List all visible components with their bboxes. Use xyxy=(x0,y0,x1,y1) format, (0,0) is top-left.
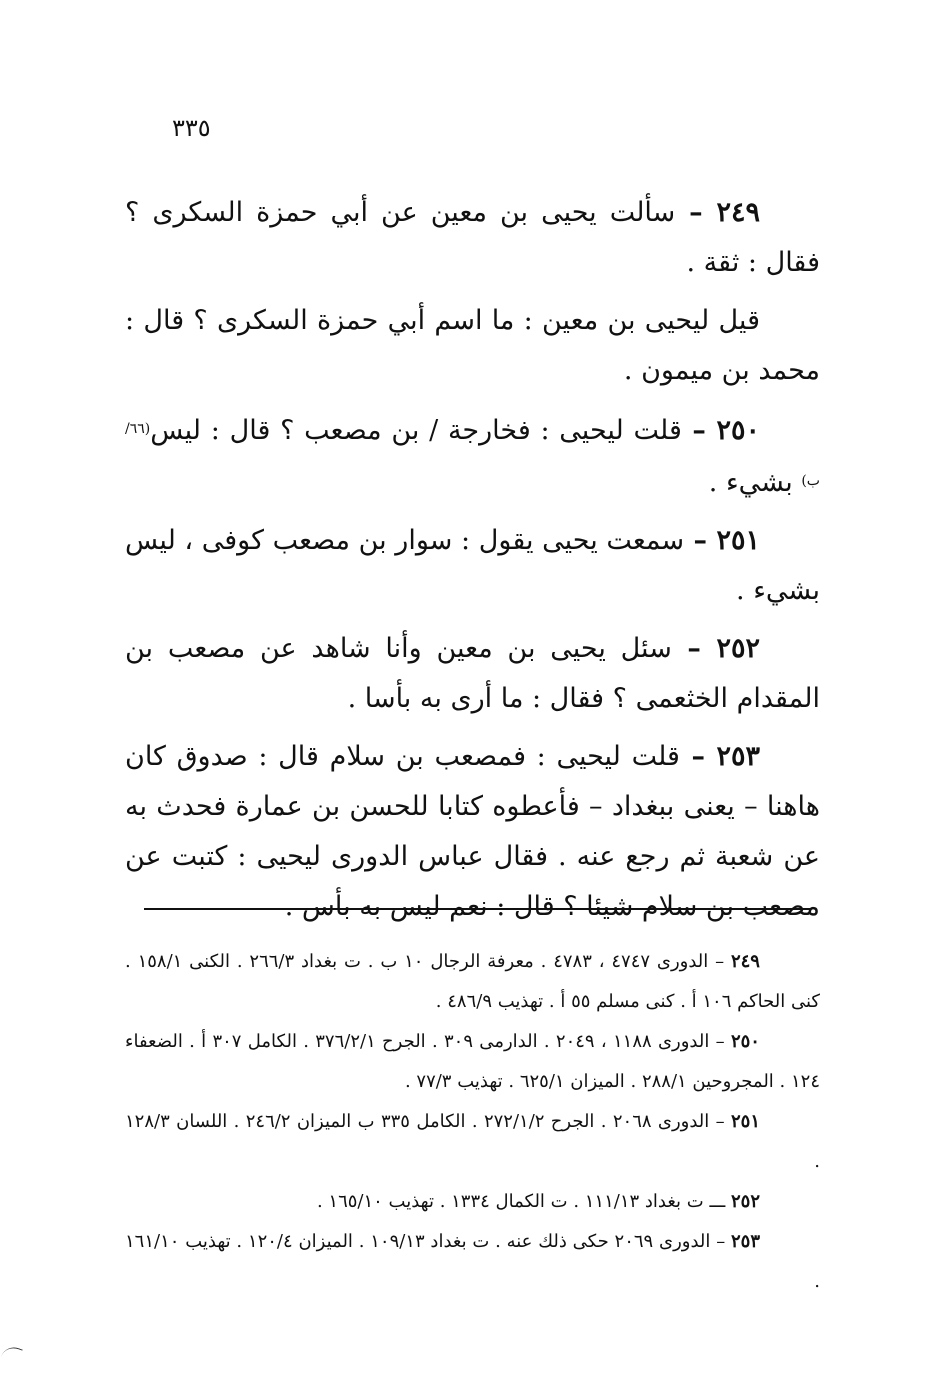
entry-number: ٢٥١ xyxy=(716,525,760,556)
entry-dash: – xyxy=(675,197,717,228)
footnote-dash: – xyxy=(708,951,731,972)
entry-253 xyxy=(125,732,820,932)
footnote-number: ٢٤٩ xyxy=(730,951,760,972)
scan-corner-mark xyxy=(0,1343,23,1367)
entry-text: قيل ليحيى بن معين : ما اسم أبي حمزة السكرى ؟ قال : محمد بن ميمون . xyxy=(125,305,820,386)
entry-249-continuation xyxy=(125,296,820,396)
main-text xyxy=(125,188,820,940)
entry-dash: – xyxy=(684,525,717,556)
entry-number: ٢٥٢ xyxy=(716,633,760,664)
entry-dash: – xyxy=(681,415,717,446)
footnote-252 xyxy=(125,1182,820,1222)
footnote-text: الدورى ٤٧٤٧ ، ٤٧٨٣ . معرفة الرجال ١٠ ب . ت بغداد ٢٦٦/٣ . الكنى ١٥٨/١ . كنى الحاكم ١٠٦ أ . كنى مسلم ٥٥ أ . تهذيب ٤٨٦/٩ . xyxy=(125,951,820,1012)
entry-text: قلت ليحيى : فمصعب بن سلام قال : صدوق كان هاهنا – يعنى ببغداد – فأعطوه كتابا للحسن بن عمارة فحدث به عن شعبة ثم رجع عنه . فقال عباس الدورى ليحيى : كتبت عن مصعب بن سلام شيئا ؟ قال : نعم ليس به بأس . xyxy=(125,741,820,922)
entry-text: سئل يحيى بن معين وأنا شاهد عن مصعب بن المقدام الخثعمى ؟ فقال : ما أرى به بأسا . xyxy=(125,633,820,714)
footnote-251 xyxy=(125,1102,820,1182)
footnote-number: ٢٥٣ xyxy=(730,1231,760,1252)
entry-text: قلت ليحيى : فخارجة / بن مصعب ؟ قال : ليس xyxy=(150,415,682,446)
page-number: ٣٣٥ xyxy=(172,114,211,142)
footnote-divider xyxy=(144,908,810,910)
entry-250 xyxy=(125,404,820,508)
entry-number: ٢٥٣ xyxy=(716,741,760,772)
footnote-dash: – xyxy=(709,1111,731,1132)
entry-252 xyxy=(125,624,820,724)
footnotes xyxy=(125,942,820,1302)
entry-text: سمعت يحيى يقول : سوار بن مصعب كوفى ، ليس بشيء . xyxy=(125,525,820,606)
entry-dash: – xyxy=(671,633,717,664)
entry-249 xyxy=(125,188,820,288)
footnote-dash: – xyxy=(710,1231,731,1252)
footnote-250 xyxy=(125,1022,820,1102)
footnote-text: الدورى ٢٠٦٨ . الجرح ٢٧٢/١/٢ . الكامل ٣٣٥ ب الميزان ٢٤٦/٢ . اللسان ١٢٨/٣ . xyxy=(125,1111,820,1172)
entry-dash: – xyxy=(679,741,717,772)
footnote-number: ٢٥٢ xyxy=(730,1191,760,1212)
footnote-text: الدورى ٢٠٦٩ حكى ذلك عنه . ت بغداد ١٠٩/١٣ . الميزان ١٢٠/٤ . تهذيب ١٦١/١٠ . xyxy=(125,1231,820,1292)
footnote-dash: ـــ xyxy=(703,1191,731,1212)
footnote-text: ت بغداد ١١١/١٣ . ت الكمال ١٣٣٤ . تهذيب ١٦٥/١٠ . xyxy=(316,1191,704,1212)
entry-text-continued: بشيء . xyxy=(708,467,802,498)
entry-text: سألت يحيى بن معين عن أبي حمزة السكرى ؟ فقال : ثقة . xyxy=(125,197,820,278)
footnote-dash: – xyxy=(709,1031,731,1052)
entry-251 xyxy=(125,516,820,616)
footnote-number: ٢٥١ xyxy=(731,1111,761,1132)
entry-number: ٢٥٠ xyxy=(716,415,760,446)
manuscript-folio-ref: (٦٦/ب) xyxy=(125,421,820,489)
entry-number: ٢٤٩ xyxy=(716,197,760,228)
footnote-253 xyxy=(125,1222,820,1302)
footnote-249 xyxy=(125,942,820,1022)
footnote-text: الدورى ١١٨٨ ، ٢٠٤٩ . الدارمى ٣٠٩ . الجرح ٣٧٦/٢/١ . الكامل ٣٠٧ أ . الضعفاء ١٢٤ . المجروحين ٢٨٨/١ . الميزان ٦٢٥/١ . تهذيب ٧٧/٣ . xyxy=(125,1031,820,1092)
footnote-number: ٢٥٠ xyxy=(730,1031,760,1052)
